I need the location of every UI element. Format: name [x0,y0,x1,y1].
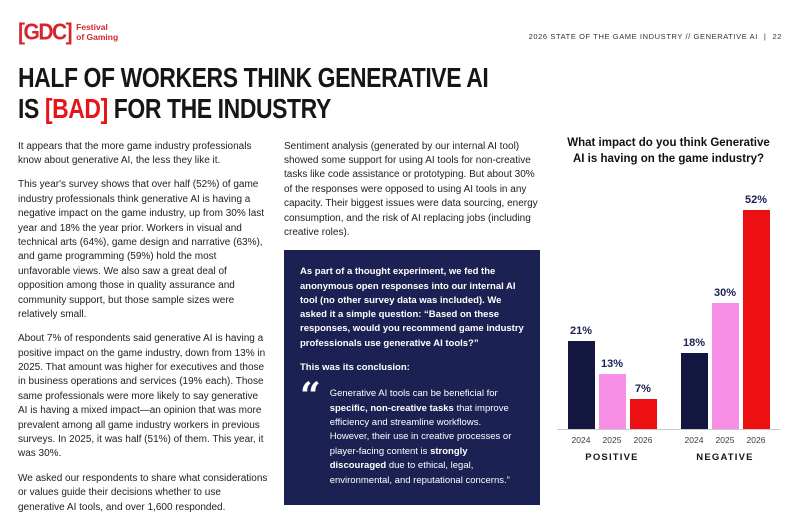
header-meta [529,32,782,41]
column-chart [555,136,782,525]
gdc-logo-mark: [GDC] [18,20,72,45]
bar-positive-2026 [630,399,657,428]
quote-segment: due to ethical, legal, environmental, and reputational concerns.” [329,460,510,486]
body-paragraph: Sentiment analysis (generated by our internal AI tool) showed some support for using AI tools for non-creative tasks like code assistance or prototyping. But about 30% of the responses were opposed to using AI tools in any capacity. Their biggest issues were data sourcing, energy consumption, and the risk of AI replacing jobs (including creative roles). [284,140,538,238]
column-left [18,140,269,525]
body-paragraph: About 7% of respondents said generative AI is having a positive impact on the game industry, down from 13% in 2025. That amount was higher for executives and those in business operations and services (19% each). Those same professionals were more likely to say generative AI is having a mixed impact—an opinion that was more prevalent among all game industry workers in previous surveys. In 2025, it was half (51%) of them. This year, it was 30%. [18,333,266,460]
chart-plot [557,177,780,430]
page-title-line2-post: FOR THE INDUSTRY [113,92,331,124]
year-tick-label: 2025 [715,434,735,445]
quote-segment: Generative AI tools can be beneficial for [329,388,498,400]
bar-column [568,325,595,429]
callout-box [284,250,540,505]
bar-negative-2026 [743,210,770,428]
header-meta-divider: | [763,32,767,41]
bar-column [712,287,739,429]
years-row [681,435,770,445]
body-paragraph: We asked our respondents to share what considerations or values guide their decisions whether to use generative AI tools, and over 1,600 responded. [18,472,268,513]
bar-positive-2024 [568,341,595,429]
year-tick-label: 2026 [746,434,766,445]
body-paragraph: This year's survey shows that over half (52%) of game industry professionals think generative AI is having a negative impact on the game industry, up from 30% last year and 18% the year prior. Workers in visual and technical arts (64%), game design and narrative (63%), and game programming (59%) hold the most unfavorable views. We also saw a great deal of opposition among those in quality assurance and community support, but those sample sizes were relatively small. [18,179,265,320]
bar-column [743,194,770,428]
quote-segment: that improve efficiency and streamline workflows. However, their use in creative processes or player-facing content is [329,402,512,457]
years-row [568,435,657,445]
bar-column [599,358,626,429]
page-title-line2-pre: IS [18,92,39,124]
body-paragraph: It appears that the more game industry professionals know about generative AI, the less they like it. [18,140,252,166]
group-axis-label: POSITIVE [585,451,639,463]
bar-value-label: 30% [713,286,737,299]
gdc-logo-tagline-line1: Festival [76,22,108,33]
content-columns [18,136,782,525]
bar-column [681,337,708,429]
quote-block [300,375,524,488]
column-middle [284,140,540,525]
quote-bold-segment: specific, non-creative tasks [329,402,454,414]
page-title [18,63,782,125]
gdc-logo-tagline-line2: of Gaming [76,32,119,42]
quote-text [330,387,524,488]
page-number: 22 [772,32,782,41]
bar-value-label: 52% [744,194,768,207]
group-axis-label: NEGATIVE [696,451,754,463]
gdc-logo [18,21,118,45]
bar-chart [555,135,782,463]
bar-positive-2025 [599,374,626,429]
chart-footer [557,430,780,463]
gdc-logo-tagline [76,23,118,43]
page-title-line1: HALF OF WORKERS THINK GENERATIVE AI [18,62,489,93]
bar-group-negative [681,194,770,428]
quote-bold-segment: strongly discouraged [329,445,468,472]
bar-column [630,383,657,428]
year-tick-label: 2024 [571,434,591,445]
year-tick-label: 2024 [684,434,704,445]
quotation-mark-icon: “ [300,375,321,418]
bar-group-positive [568,325,657,429]
callout-conclusion-label: This was its conclusion: [300,361,410,373]
bar-value-label: 7% [635,383,651,396]
group-footer-positive [568,430,657,463]
bar-value-label: 18% [682,337,706,350]
page-title-highlight: [BAD] [44,92,108,124]
bar-negative-2024 [681,353,708,429]
header [18,0,782,46]
group-footer-negative [681,430,770,463]
header-meta-text: 2026 STATE OF THE GAME INDUSTRY // GENERATIVE AI [528,32,758,41]
bar-negative-2025 [712,303,739,429]
chart-title: What impact do you think Generative AI is having on the game industry? [567,136,770,165]
year-tick-label: 2025 [602,434,622,445]
bar-value-label: 13% [600,358,624,371]
bar-value-label: 21% [569,324,593,337]
callout-paragraph: As part of a thought experiment, we fed the anonymous open responses into our internal AI tool (no other survey data was included). We asked it a simple question: “Based on these responses, would you recommend game industry professionals use generative AI tools?” [300,266,524,349]
year-tick-label: 2026 [633,434,653,445]
